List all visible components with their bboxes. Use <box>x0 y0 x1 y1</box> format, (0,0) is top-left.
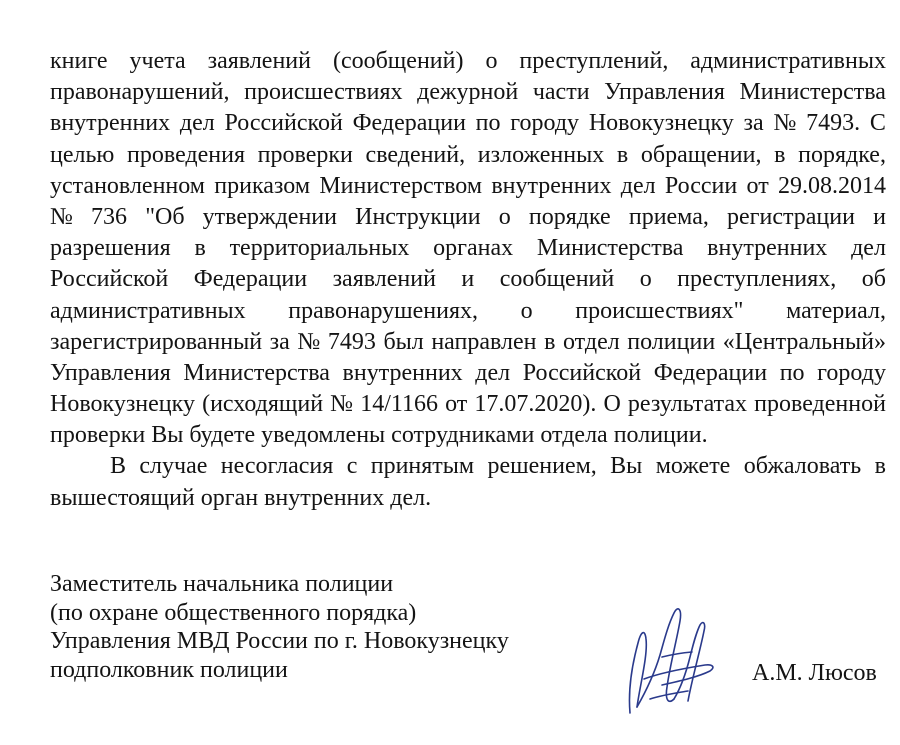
word: разрешения <box>50 235 171 262</box>
word: заявлений <box>207 48 311 74</box>
text-line <box>50 358 886 389</box>
word: (исходящий <box>202 391 324 418</box>
word: (сообщений) <box>332 48 464 74</box>
handwritten-signature <box>610 595 730 735</box>
word: за <box>743 110 764 137</box>
word: об <box>861 266 886 293</box>
word: обжаловать <box>743 453 862 480</box>
word: приема, <box>628 203 709 230</box>
word: Министерством <box>319 172 483 199</box>
word: органах <box>433 235 514 262</box>
word: зарегистрированный <box>50 328 263 355</box>
signatory-department: (по охране общественного порядка) <box>50 599 417 626</box>
word: дел <box>475 359 511 386</box>
word: утверждении <box>202 203 337 230</box>
word: в <box>774 141 786 168</box>
word: учета <box>129 48 186 74</box>
word: городу <box>510 110 580 137</box>
signatory-title-block <box>50 570 509 685</box>
word: Инструкции <box>355 203 481 230</box>
word: книге <box>50 48 108 74</box>
word: в <box>194 235 206 262</box>
word: порядке, <box>798 141 886 168</box>
word: целью <box>50 141 115 168</box>
word: внутренних <box>342 359 463 386</box>
signatory-position: Заместитель начальника полиции <box>50 571 394 597</box>
text-line <box>50 108 886 139</box>
signer-name: А.М. Люсов <box>752 660 877 686</box>
word: № <box>50 203 73 230</box>
word: 7493. <box>806 110 861 137</box>
word: городу <box>817 359 886 386</box>
word: части <box>532 79 590 106</box>
text-line <box>50 46 886 77</box>
word: порядке <box>528 203 611 230</box>
word: от <box>445 391 468 418</box>
word: 17.07.2020). <box>474 391 597 418</box>
word: происшествиях" <box>575 297 744 324</box>
word: дел <box>179 110 215 137</box>
word: от <box>746 172 769 199</box>
word: России <box>664 172 738 199</box>
word: дежурной <box>417 79 519 106</box>
text-line <box>50 327 886 358</box>
word: и <box>461 266 475 293</box>
word: по <box>475 110 501 137</box>
word: № <box>297 328 321 355</box>
word: сообщений <box>499 266 615 293</box>
word: в <box>874 453 886 480</box>
word: решением, <box>487 453 597 480</box>
word: административных <box>690 48 886 74</box>
word: С <box>869 110 886 137</box>
word: Министерства <box>183 359 330 386</box>
word: 29.08.2014 <box>778 172 886 199</box>
word: отдел <box>563 328 620 355</box>
word: с <box>346 453 358 480</box>
word: в <box>544 328 556 355</box>
word: Российской <box>522 359 642 386</box>
word: В <box>110 453 127 480</box>
word: дел <box>851 235 886 262</box>
word: по <box>779 359 805 386</box>
word: правонарушений, <box>50 79 230 106</box>
word: о <box>520 297 533 324</box>
word: 736 <box>91 203 128 230</box>
word: установленном <box>50 172 205 199</box>
signatory-organization: Управления МВД России по г. Новокузнецку <box>50 628 509 655</box>
word: территориальных <box>229 235 410 262</box>
word: Федерации <box>653 359 768 386</box>
word: принятым <box>370 453 475 480</box>
text-line <box>50 140 886 171</box>
word: 14/1166 <box>360 391 438 418</box>
word: "Об <box>145 203 185 230</box>
word: направлен <box>431 328 537 355</box>
word: сведений, <box>365 141 466 168</box>
word: проверки Вы будете уведомлены сотрудниками отдела полиции. <box>50 422 708 449</box>
text-line <box>50 233 886 264</box>
word: дел <box>620 172 656 199</box>
word: можете <box>655 453 731 480</box>
word: внутренних <box>491 172 612 199</box>
signature-ink <box>629 609 712 713</box>
word: Федерации <box>193 266 308 293</box>
word: случае <box>139 453 208 480</box>
word: № <box>773 110 797 137</box>
word: Российской <box>50 266 169 293</box>
word: Управления <box>50 359 171 386</box>
word: регистрации <box>727 203 855 230</box>
text-line <box>50 264 886 295</box>
word: преступлениях, <box>677 266 837 293</box>
word: № <box>330 391 354 418</box>
word: внутренних <box>50 110 171 137</box>
word: о <box>639 266 652 293</box>
word: Министерства <box>536 235 684 262</box>
word: в <box>616 141 629 168</box>
text-line <box>50 77 886 108</box>
text-line <box>50 202 886 233</box>
word: вышестоящий орган внутренних дел. <box>50 484 432 511</box>
word: О <box>603 391 621 418</box>
word: изложенных <box>477 141 605 168</box>
text-line <box>50 451 886 482</box>
word: Новокузнецку <box>588 110 734 137</box>
word: Управления <box>604 79 725 106</box>
word: материал, <box>786 297 886 324</box>
word: о <box>498 203 511 230</box>
word: Министерства <box>739 79 886 106</box>
word: проведенной <box>754 391 886 418</box>
word: обращении, <box>640 141 762 168</box>
word: был <box>383 328 424 355</box>
text-line <box>50 420 886 451</box>
text-line <box>50 389 886 420</box>
word: проверки <box>257 141 353 168</box>
word: несогласия <box>220 453 334 480</box>
word: Российской <box>224 110 343 137</box>
word: о <box>485 48 498 74</box>
word: «Центральный» <box>722 328 886 355</box>
word: происшествиях <box>244 79 403 106</box>
word: результатах <box>627 391 748 418</box>
word: правонарушениях, <box>288 297 478 324</box>
letter-body <box>50 46 886 514</box>
word: приказом <box>214 172 311 199</box>
word: полиции <box>627 328 716 355</box>
word: административных <box>50 297 246 324</box>
text-line <box>50 171 886 202</box>
word: Новокузнецку <box>50 391 195 418</box>
word: внутренних <box>707 235 828 262</box>
text-line <box>50 296 886 327</box>
word: преступлений, <box>519 48 669 74</box>
signatory-rank: подполковник полиции <box>50 657 288 684</box>
word: заявлений <box>332 266 436 293</box>
word: 7493 <box>327 328 376 355</box>
word: Федерации <box>352 110 466 137</box>
word: и <box>873 203 886 230</box>
text-line <box>50 483 886 514</box>
word: Вы <box>610 453 643 480</box>
word: за <box>269 328 290 355</box>
word: проведения <box>127 141 245 168</box>
